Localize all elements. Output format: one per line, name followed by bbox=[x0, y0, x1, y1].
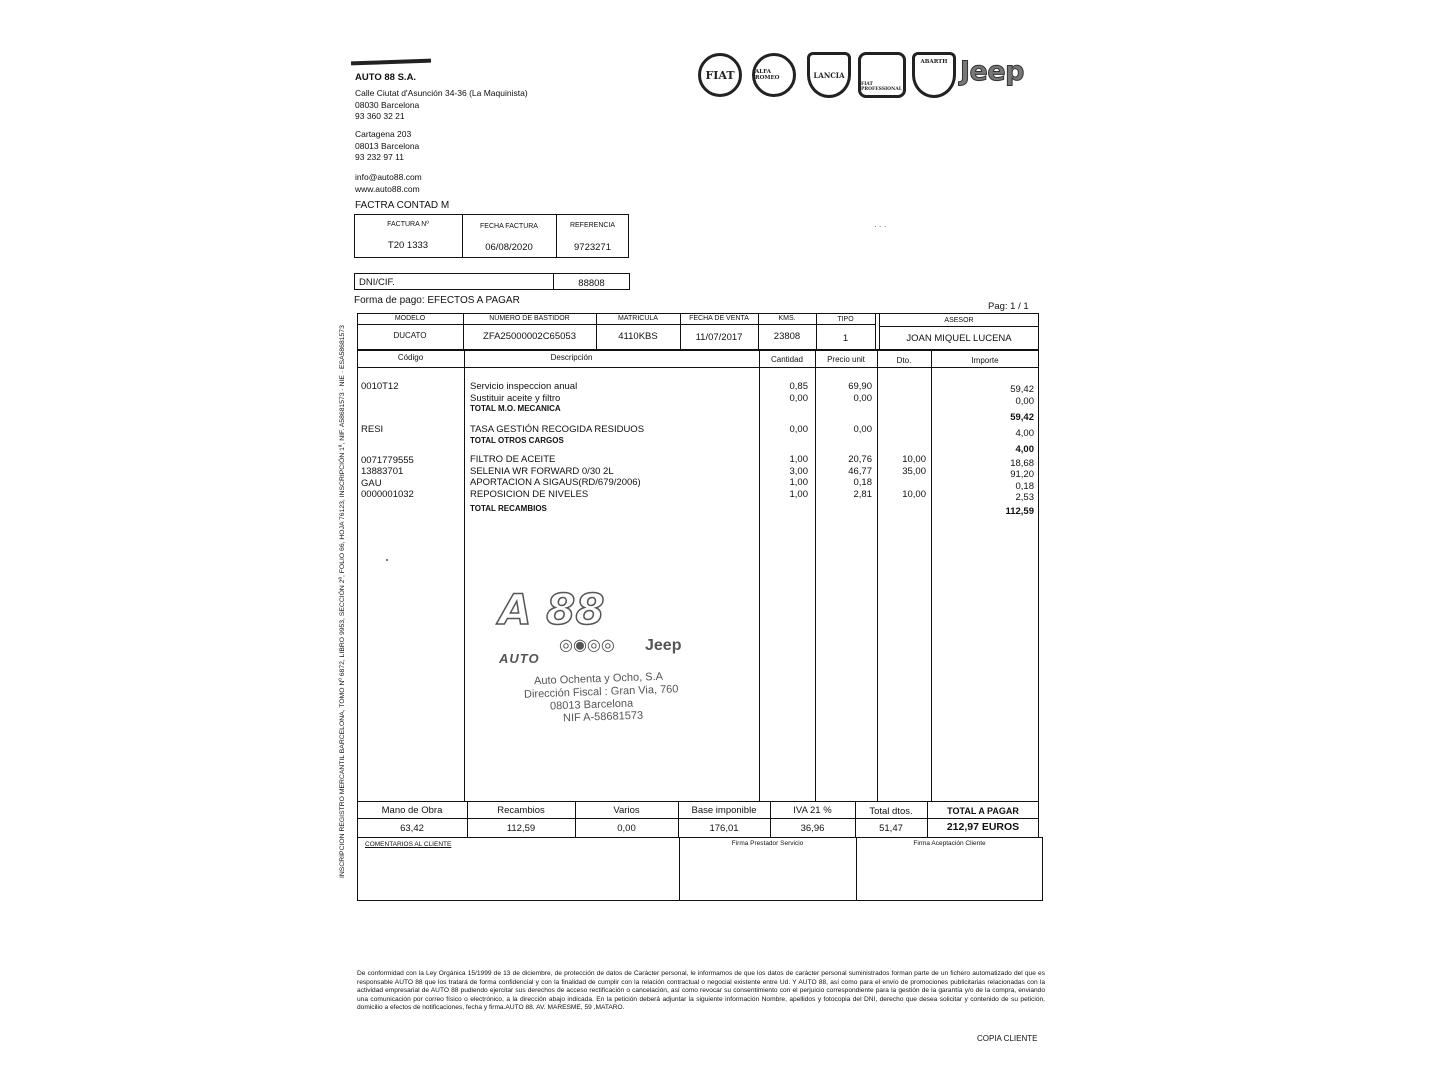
quantities-column bbox=[760, 381, 808, 512]
line-discount bbox=[878, 381, 926, 393]
dni-value: 88808 bbox=[578, 278, 605, 289]
vehicle-sale-date-label: FECHA DE VENTA bbox=[689, 315, 749, 322]
line-code: RESI bbox=[361, 424, 384, 435]
vehicle-vin-label: NÚMERO DE BASTIDOR bbox=[489, 315, 570, 322]
stamp-jeep: Jeep bbox=[645, 637, 682, 654]
dni-label: DNI/CIF. bbox=[359, 277, 395, 288]
line-unit-price bbox=[816, 435, 872, 448]
line-quantity bbox=[760, 435, 808, 448]
company-address bbox=[355, 88, 528, 123]
invoice-date-label: FECHA FACTURA bbox=[480, 223, 538, 230]
discounts-column bbox=[878, 381, 926, 512]
line-quantity: 0,00 bbox=[789, 423, 808, 435]
line-discount: 10,00 bbox=[902, 488, 926, 500]
stamp-city: 08013 Barcelona bbox=[549, 697, 634, 713]
address-line: Cartagena 203 bbox=[355, 129, 412, 139]
line-code: 0010T12 bbox=[361, 381, 399, 392]
line-description: Sustituir aceite y filtro bbox=[470, 392, 561, 404]
line-description: Servicio inspeccion anual bbox=[470, 381, 578, 392]
document-type: FACTRA CONTAD M bbox=[355, 200, 450, 211]
company-stamp bbox=[497, 583, 727, 723]
vehicle-type-label: TIPO bbox=[837, 316, 854, 323]
line-description: TOTAL M.O. MECANICA bbox=[470, 403, 561, 413]
vehicle-model-label: MODELO bbox=[394, 315, 426, 322]
col-description-header: Descripción bbox=[550, 353, 593, 362]
misc-label: Varios bbox=[613, 805, 640, 816]
line-quantity: 0,00 bbox=[789, 392, 808, 404]
col-unit-price-header: Precio unit bbox=[827, 355, 865, 364]
line-amount: 2,53 bbox=[1015, 492, 1034, 503]
col-quantity-header: Cantidad bbox=[770, 355, 804, 364]
vat-label: IVA 21 % bbox=[793, 805, 832, 816]
vehicle-plate: 4110KBS bbox=[618, 331, 658, 342]
stamp-address: Dirección Fiscal : Gran Via, 760 bbox=[523, 683, 679, 701]
company-contact bbox=[355, 172, 422, 195]
line-code bbox=[361, 404, 414, 421]
line-unit-price bbox=[816, 500, 872, 512]
scan-dots: · · · bbox=[874, 222, 887, 231]
stamp-brand-icons: ◎◉◎◎ bbox=[559, 637, 615, 654]
alfa-romeo-logo-text: ALFA ROMEO bbox=[755, 69, 780, 81]
line-amount: 91,20 bbox=[1010, 469, 1034, 480]
col-discount-header: Dto. bbox=[896, 356, 912, 365]
total-discount-value: 51,47 bbox=[879, 823, 903, 834]
vehicle-model: DUCATO bbox=[393, 331, 427, 340]
tax-base-label: Base imponible bbox=[691, 805, 757, 816]
abarth-logo bbox=[912, 52, 956, 98]
invoice-number: T20 1333 bbox=[387, 240, 429, 251]
line-code bbox=[361, 393, 414, 405]
vehicle-type: 1 bbox=[842, 333, 849, 344]
line-unit-price: 2,81 bbox=[853, 488, 872, 500]
lancia-logo-text: LANCIA bbox=[813, 70, 845, 80]
line-code: 0000001032 bbox=[361, 489, 414, 500]
address-line: 93 360 32 21 bbox=[355, 111, 405, 121]
col-amount-header: Importe bbox=[971, 356, 999, 365]
descriptions-column bbox=[470, 381, 644, 514]
line-description: APORTACION A SIGAUS(RD/679/2006) bbox=[470, 477, 641, 488]
line-amount-subtotal: 4,00 bbox=[1015, 443, 1034, 455]
payment-method: Forma de pago: EFECTOS A PAGAR bbox=[354, 295, 520, 306]
abarth-logo-text: ABARTH bbox=[920, 59, 948, 65]
stamp-nif: NIF A-58681573 bbox=[562, 709, 644, 725]
invoice-reference: 9723271 bbox=[574, 242, 611, 253]
line-amount: 0,00 bbox=[1015, 395, 1034, 407]
vehicle-vin: ZFA25000002C65053 bbox=[483, 331, 576, 342]
line-code bbox=[361, 501, 414, 513]
scan-artifact bbox=[351, 59, 431, 66]
fiat-logo bbox=[698, 53, 742, 97]
line-unit-price: 69,90 bbox=[848, 381, 872, 392]
address-line: Calle Ciutat d'Asunción 34-36 (La Maquinista) bbox=[355, 88, 528, 98]
prices-column bbox=[816, 381, 872, 512]
line-discount bbox=[878, 435, 926, 448]
line-description: TOTAL OTROS CARGOS bbox=[470, 436, 564, 445]
line-code bbox=[361, 436, 414, 449]
provider-signature-label: Firma Prestador Servicio bbox=[731, 840, 804, 847]
customer-comments-label: COMENTARIOS AL CLIENTE bbox=[365, 841, 452, 848]
stamp-logo-letters: A 88 bbox=[499, 585, 605, 634]
line-discount bbox=[878, 403, 926, 421]
fiat-professional-logo-text: FIAT PROFESSIONAL bbox=[861, 82, 902, 92]
line-unit-price: 0,18 bbox=[853, 477, 872, 488]
line-unit-price: 20,76 bbox=[848, 454, 872, 465]
line-description: TOTAL RECAMBIOS bbox=[470, 503, 547, 513]
customer-signature-label: Firma Aceptación Cliente bbox=[913, 840, 986, 847]
line-description: TASA GESTIÓN RECOGIDA RESIDUOS bbox=[470, 423, 645, 435]
legal-notice: De conformidad con la Ley Orgánica 15/1999 de 13 de diciembre, de protección de datos de Carácter personal, le informamos de que los datos de carácter personal suministrados forman parte de un fichero automatizado del que es responsable AUTO 88 que los tratará de forma confidencial y con la finalidad de cumplir con la relación contractual o negocial existente entre Ud. Y AUTO 88, así como para el envío de promociones publicitarias relacionadas con la actividad empresarial de AUTO 88 pudiendo ejercitar sus derechos de acceso rectificación o cancelación, así como revocar su consentimiento con el perjuicio correspondiente para la gestión de la garantía y/o de la compra, enviando una comunicación por correo físico o electrónico, a la dirección abajo indicada. En la petición deberá adjuntar la siguiente información Nombre, apellidos y fotocopia del DNI, derecho que desea solicitar y contenido de su petición, domicilio a efectos de notificaciones, fecha y firma.AUTO 88. AV. MARESME, 59 ,MATARO. bbox=[357, 970, 1045, 1011]
line-amount: 59,42 bbox=[1010, 384, 1034, 395]
line-amount-subtotal: 59,42 bbox=[1010, 411, 1034, 423]
invoice-date: 06/08/2020 bbox=[485, 242, 533, 253]
col-code-header: Código bbox=[397, 353, 424, 362]
total-due-value: 212,97 EUROS bbox=[946, 821, 1020, 833]
total-discount-label: Total dtos. bbox=[869, 806, 913, 817]
registry-info: INSCRIPCION REGISTRO MERCANTIL BARCELONA, TOMO Nº 6872, LIBRO 9953, SECCIÓN 2ª, FOLIO 66, HOJA 76123, INSCRIPCIÓN 1ª, NIF. A58681573 · NIE · ESA58681573 bbox=[339, 325, 346, 878]
vehicle-advisor-label: ASESOR bbox=[944, 317, 974, 324]
line-discount bbox=[878, 424, 926, 436]
line-discount bbox=[878, 500, 926, 512]
company-address-2 bbox=[355, 129, 419, 164]
line-amount: 4,00 bbox=[1015, 427, 1034, 439]
codes-column bbox=[361, 381, 414, 512]
labor-label: Mano de Obra bbox=[381, 805, 443, 816]
company-email: info@auto88.com bbox=[355, 172, 422, 182]
vehicle-sale-date: 11/07/2017 bbox=[695, 332, 743, 343]
line-code: GAU bbox=[361, 477, 382, 489]
line-discount bbox=[878, 393, 926, 403]
line-discount: 10,00 bbox=[902, 454, 926, 465]
page-indicator: Pag: 1 / 1 bbox=[988, 301, 1029, 312]
line-description: FILTRO DE ACEITE bbox=[470, 454, 556, 465]
line-quantity bbox=[760, 403, 808, 421]
stamp-company: Auto Ochenta y Ocho, S.A bbox=[533, 670, 664, 688]
invoice-number-label: FACTURA Nº bbox=[387, 221, 429, 228]
fiat-logo-text: FIAT bbox=[705, 68, 735, 82]
line-description: SELENIA WR FORWARD 0/30 2L bbox=[470, 465, 614, 477]
parts-label: Recambios bbox=[497, 805, 545, 816]
line-description: REPOSICION DE NIVELES bbox=[470, 488, 589, 500]
total-due-label: TOTAL A PAGAR bbox=[947, 806, 1019, 816]
line-amount: 18,68 bbox=[1010, 457, 1034, 469]
labor-value: 63,42 bbox=[400, 823, 424, 834]
alfa-romeo-logo bbox=[752, 53, 796, 97]
line-code: 13883701 bbox=[361, 466, 404, 477]
line-code: 0071779555 bbox=[361, 454, 414, 466]
line-discount bbox=[878, 477, 926, 489]
line-unit-price: 46,77 bbox=[848, 465, 872, 477]
vehicle-plate-label: MATRICULA bbox=[618, 315, 658, 322]
lancia-logo bbox=[807, 52, 851, 98]
line-unit-price: 0,00 bbox=[853, 423, 872, 435]
line-unit-price bbox=[816, 403, 872, 421]
vehicle-kms-label: KMS. bbox=[778, 315, 796, 322]
misc-value: 0,00 bbox=[617, 823, 636, 834]
line-quantity: 3,00 bbox=[789, 465, 808, 477]
jeep-logo: Jeep bbox=[960, 56, 1024, 87]
line-discount: 35,00 bbox=[902, 465, 926, 477]
vehicle-kms: 23808 bbox=[773, 331, 801, 342]
invoice-reference-label: REFERENCIA bbox=[569, 222, 616, 229]
vat-value: 36,96 bbox=[800, 823, 825, 834]
address-line: 08030 Barcelona bbox=[355, 99, 420, 110]
stamp-logo-word: AUTO bbox=[499, 651, 540, 666]
line-quantity: 1,00 bbox=[789, 477, 808, 488]
parts-value: 112,59 bbox=[506, 823, 536, 834]
fiat-professional-logo bbox=[858, 52, 906, 98]
line-unit-price: 0,00 bbox=[853, 392, 872, 404]
company-website: www.auto88.com bbox=[355, 183, 420, 194]
address-line: 93 232 97 11 bbox=[355, 152, 404, 162]
scan-dot bbox=[386, 559, 388, 561]
address-line: 08013 Barcelona bbox=[355, 140, 420, 151]
line-amount: 0,18 bbox=[1015, 480, 1034, 492]
line-quantity bbox=[760, 500, 808, 512]
line-quantity: 0,85 bbox=[789, 381, 808, 392]
vehicle-advisor: JOAN MIQUEL LUCENA bbox=[906, 333, 1012, 344]
line-quantity: 1,00 bbox=[789, 454, 808, 465]
amounts-column bbox=[932, 384, 1034, 518]
line-quantity: 1,00 bbox=[789, 488, 808, 500]
company-name: AUTO 88 S.A. bbox=[355, 72, 417, 83]
copy-label: COPIA CLIENTE bbox=[977, 1034, 1038, 1043]
tax-base-value: 176,01 bbox=[709, 823, 739, 834]
line-amount-subtotal: 112,59 bbox=[1005, 506, 1034, 517]
